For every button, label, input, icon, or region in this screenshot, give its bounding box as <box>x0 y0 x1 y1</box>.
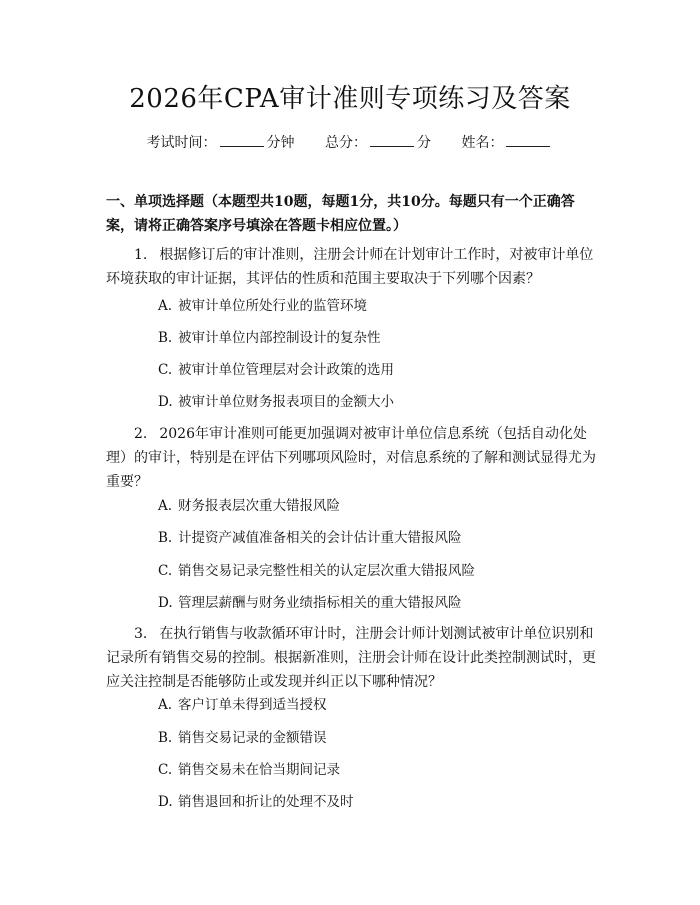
option-letter: C. <box>158 362 173 378</box>
total-score-unit: 分 <box>417 135 431 151</box>
question-2-option-d <box>158 593 588 613</box>
question-1-option-a <box>158 296 588 316</box>
total-score-blank <box>370 132 414 147</box>
option-text: 销售交易记录完整性相关的认定层次重大错报风险 <box>178 563 475 579</box>
question-number: 1. <box>134 247 148 263</box>
exam-time-field <box>147 135 299 151</box>
question-2 <box>106 422 596 494</box>
option-text: 被审计单位管理层对会计政策的选用 <box>178 362 394 378</box>
option-letter: A. <box>158 298 173 314</box>
option-text: 销售退回和折让的处理不及时 <box>178 794 354 810</box>
option-letter: A. <box>158 697 173 713</box>
option-text: 被审计单位财务报表项目的金额大小 <box>178 394 394 410</box>
option-letter: D. <box>158 794 173 810</box>
option-letter: C. <box>158 563 173 579</box>
question-text: 在执行销售与收款循环审计时，注册会计师计划测试被审计单位识别和记录所有销售交易的控制。根据新准则，注册会计师在设计此类控制测试时，更应关注控制是否能够防止或发现并纠正以下哪种情况？ <box>106 626 596 690</box>
option-letter: B. <box>158 730 173 746</box>
exam-meta-line <box>0 132 700 153</box>
exam-time-unit: 分钟 <box>266 135 295 151</box>
option-text: 被审计单位内部控制设计的复杂性 <box>178 330 381 346</box>
option-letter: B. <box>158 330 173 346</box>
total-score-label: 总分： <box>325 135 367 151</box>
question-3-option-c <box>158 760 588 780</box>
option-letter: D. <box>158 595 173 611</box>
option-letter: D. <box>158 394 173 410</box>
student-name-label: 姓名： <box>461 135 504 151</box>
student-name-field <box>461 135 553 151</box>
question-1-option-c <box>158 360 588 380</box>
question-3 <box>106 622 596 694</box>
exam-time-blank <box>220 132 264 147</box>
option-text: 销售交易未在恰当期间记录 <box>178 762 340 778</box>
student-name-blank <box>506 132 550 147</box>
option-text: 管理层薪酬与财务业绩指标相关的重大错报风险 <box>178 595 462 611</box>
option-text: 销售交易记录的金额错误 <box>178 730 327 746</box>
option-text: 计提资产减值准备相关的会计估计重大错报风险 <box>178 530 462 546</box>
question-1 <box>106 243 596 291</box>
question-1-option-b <box>158 328 588 348</box>
option-letter: C. <box>158 762 173 778</box>
question-2-option-b <box>158 528 588 548</box>
question-text: 根据修订后的审计准则，注册会计师在计划审计工作时，对被审计单位环境获取的审计证据，其评估的性质和范围主要取决于下列哪个因素？ <box>106 247 594 287</box>
option-text: 客户订单未得到适当授权 <box>178 697 327 713</box>
question-2-option-a <box>158 496 588 516</box>
question-number: 2. <box>134 426 148 442</box>
question-3-option-a <box>158 695 588 715</box>
question-number: 3. <box>134 626 148 642</box>
option-text: 被审计单位所处行业的监管环境 <box>178 298 367 314</box>
total-score-field <box>325 135 435 151</box>
question-1-option-d <box>158 392 588 412</box>
question-3-option-d <box>158 792 588 812</box>
option-letter: A. <box>158 498 173 514</box>
question-2-option-c <box>158 561 588 581</box>
question-3-option-b <box>158 728 588 748</box>
page-title: 2026年CPA审计准则专项练习及答案 <box>129 84 571 114</box>
exam-time-label: 考试时间： <box>146 135 217 151</box>
option-text: 财务报表层次重大错报风险 <box>178 498 340 514</box>
option-letter: B. <box>158 530 173 546</box>
section-heading: 一、单项选择题（本题型共10题，每题1分，共10分。每题只有一个正确答案，请将正确答案序号填涂在答题卡相应位置。） <box>106 194 575 234</box>
question-text: 2026年审计准则可能更加强调对被审计单位信息系统（包括自动化处理）的审计，特别是在评估下列哪项风险时，对信息系统的了解和测试显得尤为重要？ <box>106 426 596 490</box>
